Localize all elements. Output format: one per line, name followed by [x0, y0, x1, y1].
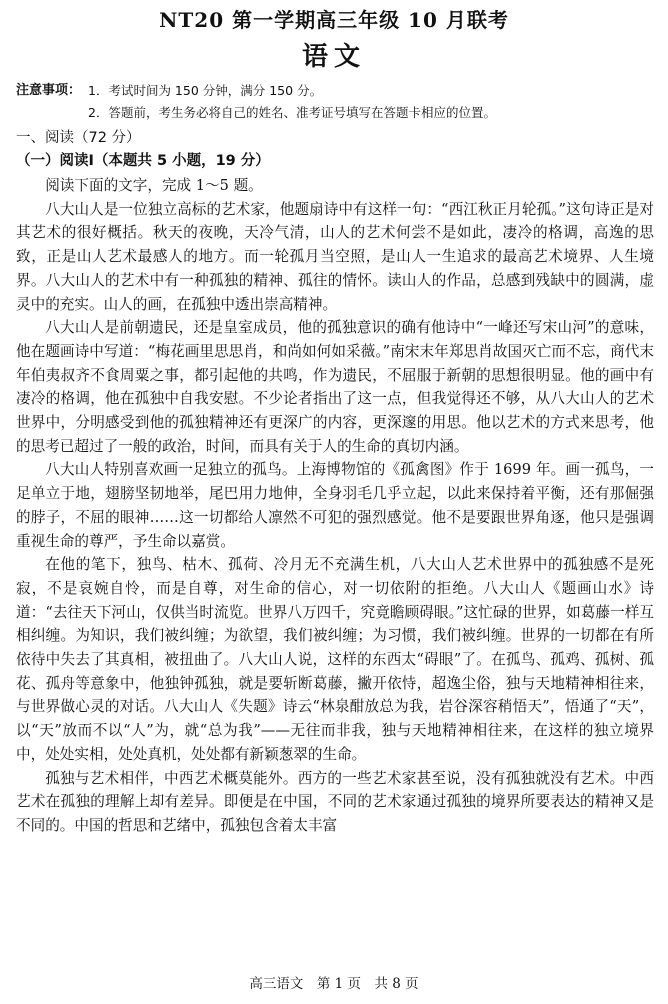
- passage-paragraph-3: 八大山人特别喜欢画一足独立的孤鸟。上海博物馆的《孤禽图》作于 1699 年。画一孤鸟，一足单立于地，翅膀坚韧地举，尾巴用力地伸，全身羽毛几乎立起，以此来保持着平衡，还有那倔强的脖子，不屈的眼神……这一切都给人凛然不可犯的强烈感觉。他不是要跟世界角逐，他只是强调重视生命的尊严，予生命以嘉赏。: [16, 461, 654, 550]
- notice-item-2: 2．答题前，考生务必将自己的姓名、准考证号填写在答题卡相应的位置。: [88, 105, 496, 120]
- notice-row-2: [16, 102, 652, 124]
- subject-title: 语文: [301, 42, 366, 72]
- notice-item-1: 1．考试时间为 150 分钟，满分 150 分。: [88, 83, 323, 98]
- section-heading-reading-1: （一）阅读Ⅰ（本题共 5 小题，19 分）: [16, 153, 270, 169]
- notice-label: 注意事项：: [16, 83, 82, 98]
- notice-indent: [16, 102, 88, 124]
- passage-instruction: 阅读下面的文字，完成 1～5 题。: [45, 177, 263, 194]
- passage-paragraph-2: 八大山人是前朝遗民，还是皇室成员，他的孤独意识的确有他诗中“一峰还写宋山河”的意味，他在题画诗中写道：“梅花画里思思肖，和尚如何如采薇。”南宋末年郑思肖故国灭亡而不忘，商代末年伯夷叔齐不食周粟之事，都引起他的共鸣，作为遗民，不屈服于新朝的思想很明显。他的画中有凄冷的格调，他在孤独中自我安慰。不少论者指出了这一点，但我觉得还不够，从八大山人的艺术世界中，分明感受到他的孤独精神还有更深广的内容，更深邃的用思。他以艺术的方式来思考，他的思考已超过了一般的政治，时间，而具有关于人的生命的真切内涵。: [16, 319, 654, 455]
- exam-title: NT20 第一学期高三年级 10 月联考: [159, 8, 509, 32]
- section-heading-reading: 一、阅读（72 分）: [16, 130, 141, 146]
- notice-row-1: [16, 80, 652, 102]
- page-footer: 高三语文 第 1 页 共 8 页: [249, 976, 419, 992]
- passage-paragraph-1: 八大山人是一位独立高标的艺术家，他题扇诗中有这样一句：“西江秋正月轮孤。”这句诗正是对其艺术的很好概括。秋天的夜晚，天冷气清，山人的艺术何尝不是如此，凄冷的格调，高逸的思致，正是山人艺术最感人的地方。而一轮孤月当空照，是山人一生追求的最高艺术境界、人生境界。八大山人的艺术中有一种孤独的精神、孤往的情怀。读山人的作品，总感到残缺中的圆满，虚灵中的充实。山人的画，在孤独中透出崇高精神。: [16, 200, 654, 313]
- passage-body: [16, 174, 654, 838]
- passage-paragraph-5: 孤独与艺术相伴，中西艺术概莫能外。西方的一些艺术家甚至说，没有孤独就没有艺术。中西艺术在孤独的理解上却有差异。即便是在中国，不同的艺术家通过孤独的境界所要表达的精神又是不同的。中国的哲思和艺绪中，孤独包含着太丰富: [16, 769, 654, 834]
- passage-paragraph-4: 在他的笔下，独鸟、枯木、孤荷、冷月无不充满生机，八大山人艺术世界中的孤独感不是死寂，不是哀婉自怜，而是自尊，对生命的信心，对一切依附的拒绝。八大山人《题画山水》诗道：“去往天下河山，仅供当时流览。世界八万四千，究竟瞻顾碍眼。”这忙碌的世界，如葛藤一样互相纠缠。为知识，我们被纠缠；为欲望，我们被纠缠；为习惯，我们被纠缠。世界的一切都在有所依待中失去了其真相，被扭曲了。八大山人说，这样的东西太“碍眼”了。在孤鸟、孤鸡、孤树、孤花、孤舟等意象中，他独钟孤独，就是要斩断葛藤，撇开依恃，超逸尘俗，独与天地精神相往来，与世界做心灵的对话。八大山人《失题》诗云“林泉酣放总为我，岩谷深容稍悟天”，悟通了“天”，以“天”放而不以“人”为，就“总为我”——无往而非我，独与天地精神相往来，在这样的独立境界中，处处实相，处处真机，处处都有新颖葱翠的生命。: [16, 556, 654, 763]
- notice-block: [16, 80, 652, 124]
